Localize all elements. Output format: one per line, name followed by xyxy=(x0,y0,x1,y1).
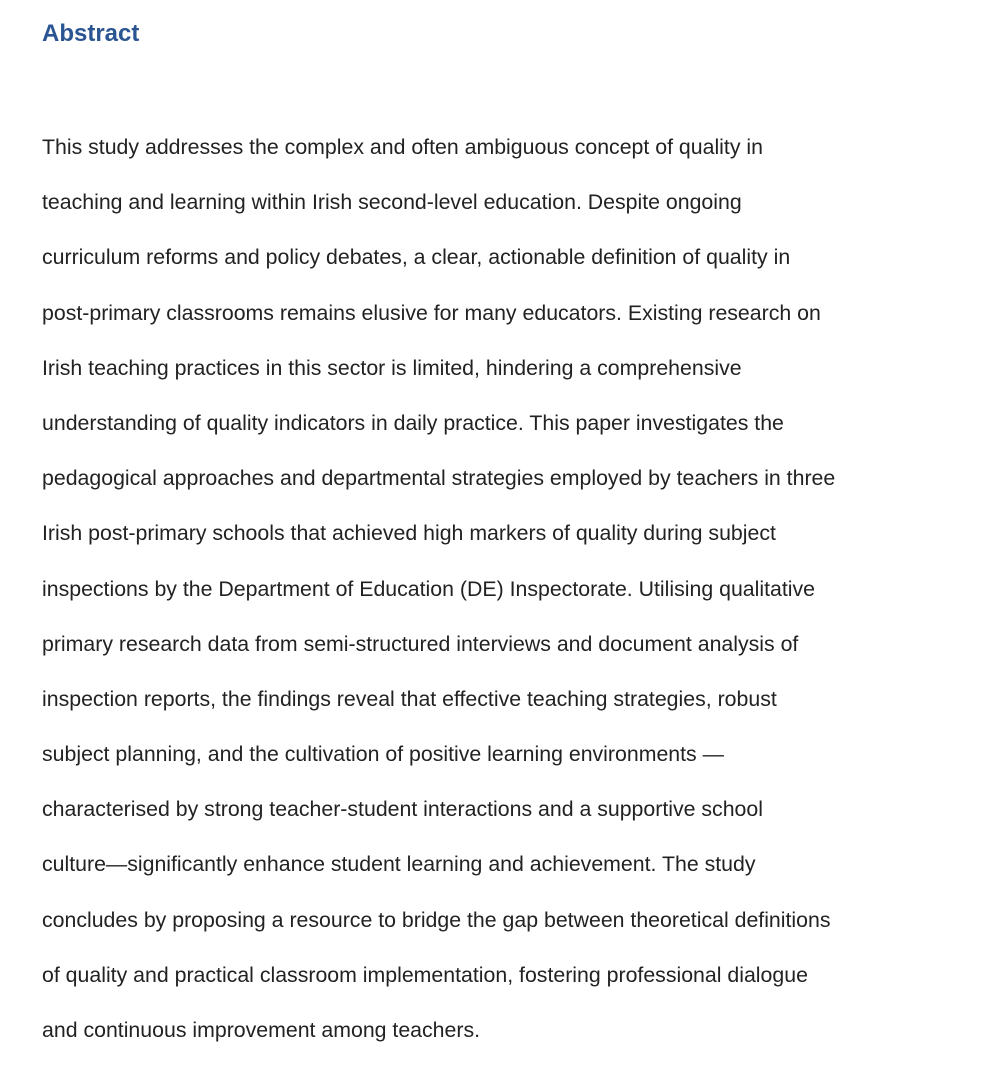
abstract-heading: Abstract xyxy=(42,20,140,47)
abstract-line: inspection reports, the findings reveal that effective teaching strategies, robust xyxy=(42,686,777,711)
abstract-line: subject planning, and the cultivation of positive learning environments — xyxy=(42,742,724,767)
abstract-line: and continuous improvement among teachers. xyxy=(42,1018,481,1042)
abstract-line: culture—significantly enhance student learning and achievement. The study xyxy=(42,852,756,877)
abstract-line: Irish teaching practices in this sector is limited, hindering a comprehensive xyxy=(42,355,742,380)
abstract-line: concludes by proposing a resource to bridge the gap between theoretical definitions xyxy=(42,907,831,932)
abstract-line: primary research data from semi-structured interviews and document analysis of xyxy=(42,631,799,656)
abstract-line: curriculum reforms and policy debates, a clear, actionable definition of quality in xyxy=(42,245,791,270)
abstract-line: teaching and learning within Irish second-level education. Despite ongoing xyxy=(42,190,742,215)
abstract-line: of quality and practical classroom implementation, fostering professional dialogue xyxy=(42,962,808,987)
abstract-line: post-primary classrooms remains elusive for many educators. Existing research on xyxy=(42,300,821,325)
abstract-body xyxy=(42,120,972,1058)
abstract-line: This study addresses the complex and often ambiguous concept of quality in xyxy=(42,135,763,159)
abstract-line: pedagogical approaches and departmental strategies employed by teachers in three xyxy=(42,466,836,491)
abstract-line: inspections by the Department of Education (DE) Inspectorate. Utilising qualitative xyxy=(42,576,816,601)
abstract-line: characterised by strong teacher-student interactions and a supportive school xyxy=(42,797,763,822)
abstract-line: understanding of quality indicators in daily practice. This paper investigates the xyxy=(42,410,784,435)
abstract-line: Irish post-primary schools that achieved high markers of quality during subject xyxy=(42,521,776,546)
